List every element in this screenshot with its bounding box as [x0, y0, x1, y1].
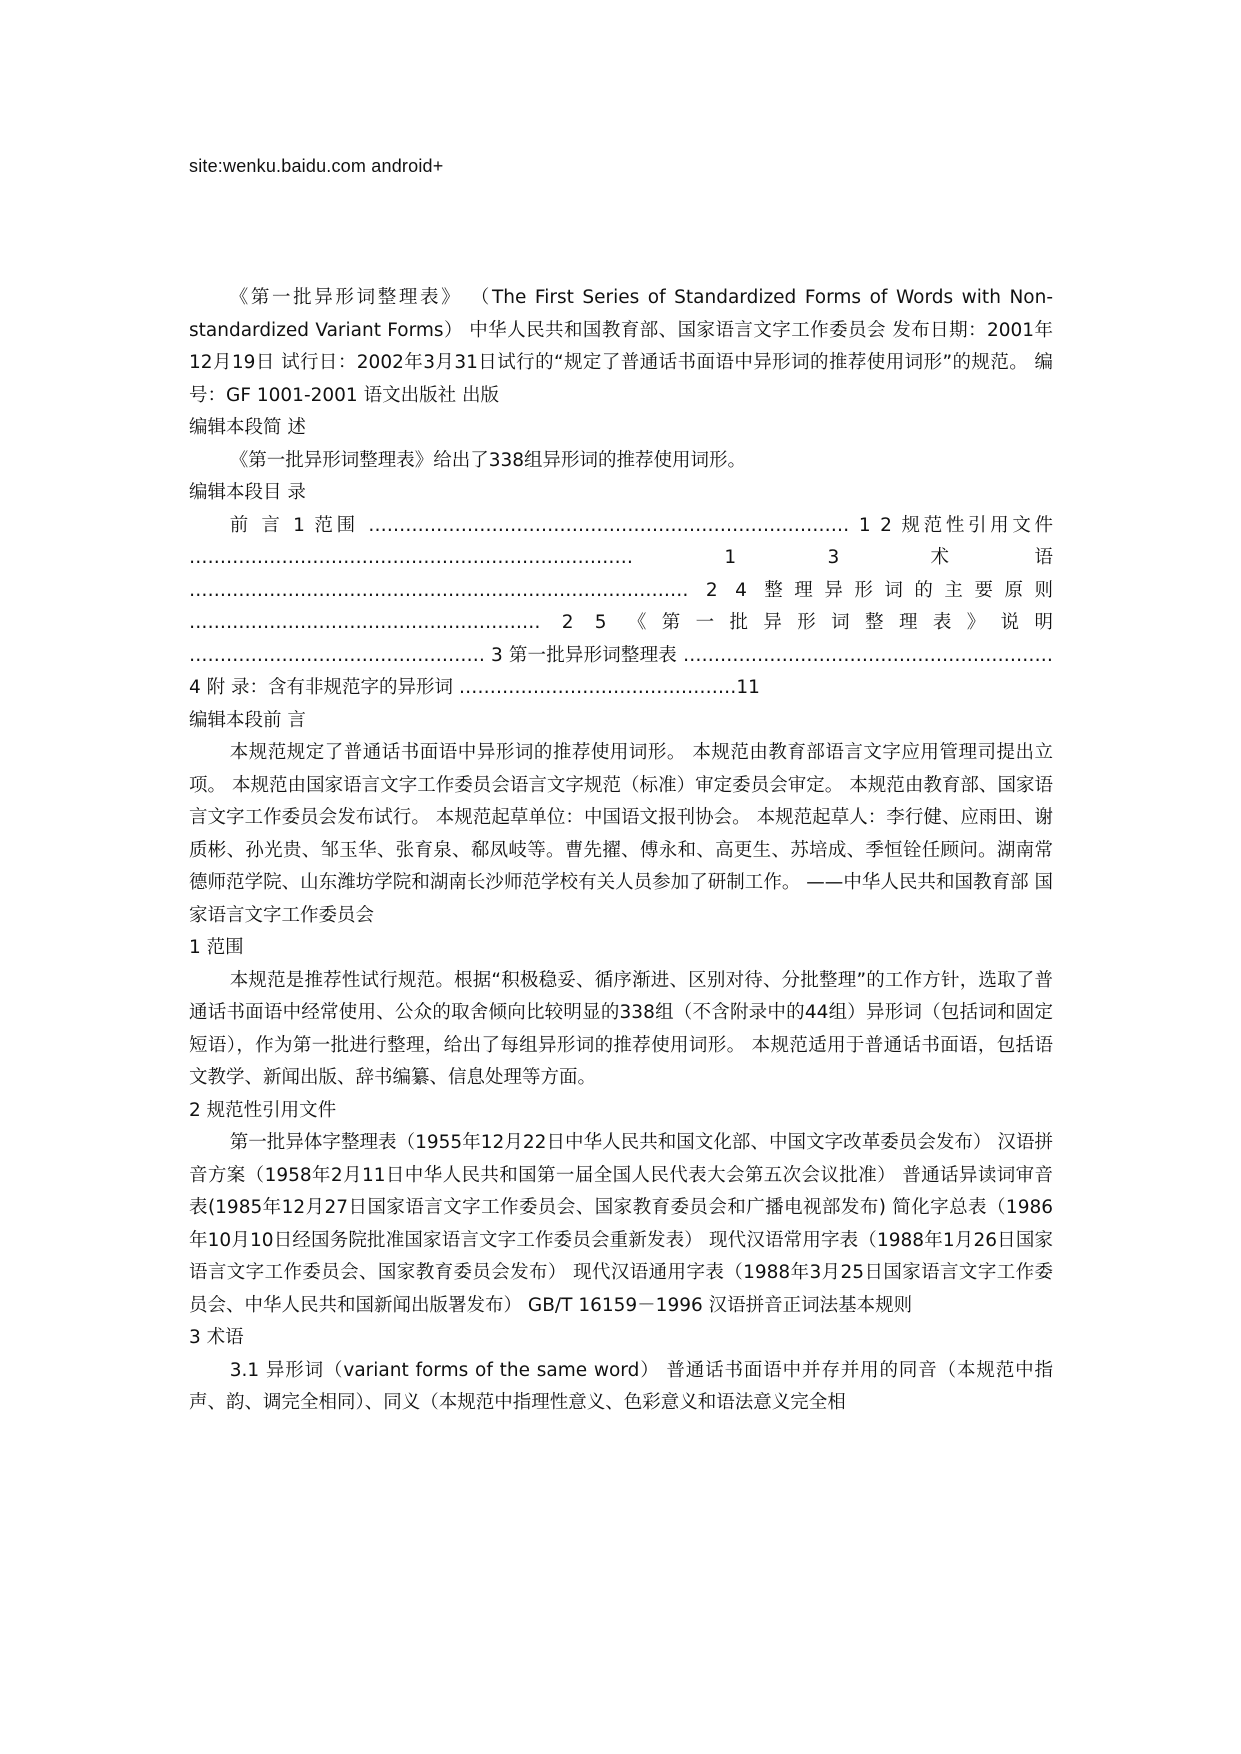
toc-paragraph: 前 言 1 范围 …………………………………………………………………… 1 2 规范性引用文件 ……………………………………………………………… 1 3 术语 ……………………………………………………………………… 2 4 整理异形词的主要原则 ………………………………………………… 2 5 《第一批异形词整理表》说明 ………………………………………… 3 第一批异形词整理表 …………………………………………………… 4 附 录：含有非规范字的异形词 ………………………………………11 [189, 514, 1059, 698]
search-query-text: site:wenku.baidu.com android+ [189, 156, 444, 176]
terms-heading: 3 术语 [189, 1327, 244, 1348]
intro-paragraph: 《第一批异形词整理表》 （The First Series of Standardized Forms of Words with Non-standardized Variant Forms） 中华人民共和国教育部、国家语言文字工作委员会 发布日期：2001年12月19日 试行日：2002年3月31日试行的“规定了普通话书面语中异形词的推荐使用词形”的规范。 编号：GF 1001-2001 语文出版社 出版 [189, 287, 1053, 406]
summary-paragraph: 《第一批异形词整理表》给出了338组异形词的推荐使用词形。 [229, 449, 747, 471]
normative-references-paragraph: 第一批异体字整理表（1955年12月22日中华人民共和国文化部、中国文字改革委员会发布） 汉语拼音方案（1958年2月11日中华人民共和国第一届全国人民代表大会第五次会议批准） 普通话异读词审音表(1985年12月27日国家语言文字工作委员会、国家教育委员会和广播电视部发布) 简化字总表（1986年10月10日经国务院批准国家语言文字工作委员会重新发表） 现代汉语常用字表（1988年1月26日国家语言文字工作委员会、国家教育委员会发布） 现代汉语通用字表（1988年3月25日国家语言文字工作委员会、中华人民共和国新闻出版署发布） GB/T 16159－1996 汉语拼音正词法基本规则 [189, 1132, 1053, 1316]
preface-paragraph: 本规范规定了普通话书面语中异形词的推荐使用词形。 本规范由教育部语言文字应用管理司提出立项。 本规范由国家语言文字工作委员会语言文字规范（标准）审定委员会审定。 本规范由教育部、国家语言文字工作委员会发布试行。 本规范起草单位：中国语文报刊协会。 本规范起草人：李行健、应雨田、谢质彬、孙光贵、邹玉华、张育泉、郗凤岐等。曹先擢、傅永和、高更生、苏培成、季恒铨任顾问。湖南常德师范学院、山东潍坊学院和湖南长沙师范学校有关人员参加了研制工作。 ——中华人民共和国教育部 国家语言文字工作委员会 [189, 742, 1053, 926]
document-body [189, 282, 1059, 1420]
preface-heading: 编辑本段前 言 [189, 709, 306, 731]
toc-heading: 编辑本段目 录 [189, 482, 306, 503]
terms-paragraph: 3.1 异形词（variant forms of the same word） 普通话书面语中并存并用的同音（本规范中指声、韵、调完全相同）、同义（本规范中指理性意义、色彩意义和语法意义完全相 [189, 1359, 1053, 1413]
normative-references-heading: 2 规范性引用文件 [189, 1099, 337, 1121]
scope-heading: 1 范围 [189, 937, 244, 958]
summary-heading: 编辑本段简 述 [189, 417, 306, 438]
scope-paragraph: 本规范是推荐性试行规范。根据“积极稳妥、循序渐进、区别对待、分批整理”的工作方针，选取了普通话书面语中经常使用、公众的取舍倾向比较明显的338组（不含附录中的44组）异形词（包括词和固定短语），作为第一批进行整理，给出了每组异形词的推荐使用词形。 本规范适用于普通话书面语，包括语文教学、新闻出版、辞书编纂、信息处理等方面。 [189, 969, 1053, 1088]
